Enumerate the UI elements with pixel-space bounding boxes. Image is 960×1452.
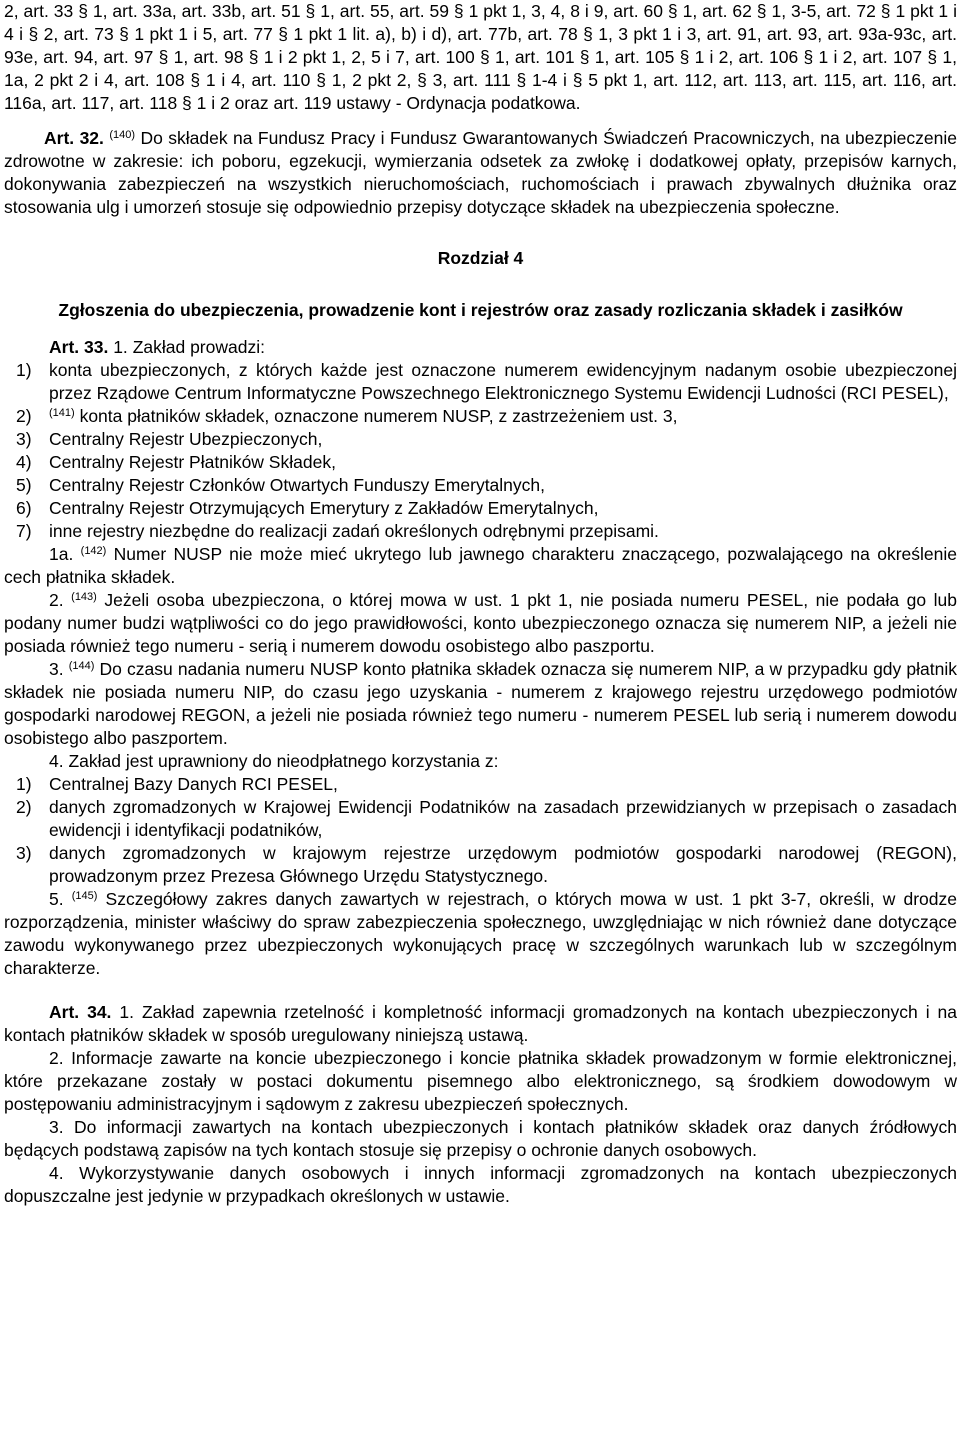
item-number: 2) [16, 797, 32, 817]
item-number: 4) [16, 452, 32, 472]
art-33-p5 [4, 888, 957, 980]
art-33-p4-item [4, 796, 957, 842]
art-34-p4-num: 4. [49, 1163, 64, 1183]
art-33-p1-num: 1. [113, 337, 128, 357]
p4-text: Zakład jest uprawniony do nieodpłatnego korzystania z: [68, 751, 499, 771]
p5-text: Szczegółowy zakres danych zawartych w rejestrach, o których mowa w ust. 1 pkt 3-7, określi, w drodze rozporządzenia, minister właściwy do spraw zabezpieczenia społecznego, uwzględniając w nich również dane dotyczące zawodu wykonywanego przez ubezpieczonych wykonujących pracę w szczególnych warunkach lub w szczególnym charakterze. [4, 889, 957, 978]
item-text: Centralnej Bazy Danych RCI PESEL, [49, 774, 338, 794]
item-number: 5) [16, 475, 32, 495]
art-33-p4-item [4, 842, 957, 888]
p5-num: 5. [49, 889, 64, 909]
art-34-p4-text: Wykorzystywanie danych osobowych i innych informacji zgromadzonych na kontach ubezpieczonych dopuszczalne jest jedynie w przypadkach określonych w ustawie. [4, 1163, 957, 1206]
art-33-p1a [4, 543, 957, 589]
footnote-ref-142: (142) [80, 545, 107, 557]
art-34-p1-num: 1. [119, 1002, 134, 1022]
p2-num: 2. [49, 590, 64, 610]
item-number: 3) [16, 429, 32, 449]
art-33-label: Art. 33. [49, 337, 109, 357]
art-34-p3 [4, 1116, 957, 1162]
item-text: danych zgromadzonych w krajowym rejestrze urzędowym podmiotów gospodarki narodowej (REGON), prowadzonym przez Prezesa Głównego Urzędu Statystycznego. [49, 843, 957, 886]
art-33-heading [4, 336, 957, 359]
art-32-text: Do składek na Fundusz Pracy i Fundusz Gwarantowanych Świadczeń Pracowniczych, na ubezpieczenie zdrowotne w zakresie: ich poboru, egzekucji, wymierzania odsetek za zwłokę i dodatkowej opłaty, przepisów karnych, dokonywania zabezpieczeń na wszystkich nieruchomościach, ruchomościach i prawach zbywalnych dłużnika oraz stosowania ulg i umorzeń stosuje się odpowiednio przepisy dotyczące składek na ubezpieczenia społeczne. [4, 128, 957, 217]
p3-num: 3. [49, 659, 64, 679]
art-34-p1 [4, 1001, 957, 1047]
art-33-item [4, 359, 957, 405]
art-34-p3-num: 3. [49, 1117, 64, 1137]
item-text: Centralny Rejestr Płatników Składek, [49, 452, 336, 472]
art-34-p1-text: Zakład zapewnia rzetelność i kompletność informacji gromadzonych na kontach ubezpieczonych i na kontach płatników składek w sposób uregulowany niniejszą ustawą. [4, 1002, 957, 1045]
art-33-item [4, 474, 957, 497]
art-33-p2 [4, 589, 957, 658]
art-34-p2 [4, 1047, 957, 1116]
art-33-item [4, 520, 957, 543]
p1a-text: Numer NUSP nie może mieć ukrytego lub jawnego charakteru znaczącego, pozwalającego na określenie cech płatnika składek. [4, 544, 957, 587]
item-number: 2) [16, 406, 32, 426]
art-33-item [4, 405, 957, 428]
footnote-ref-141: (141) [49, 407, 75, 419]
chapter-title: Rozdział 4 [437, 248, 524, 268]
item-text: konta płatników składek, oznaczone numerem NUSP, z zastrzeżeniem ust. 3, [79, 406, 678, 426]
p1a-num: 1a. [49, 544, 74, 564]
item-number: 1) [16, 774, 32, 794]
art-34-p2-num: 2. [49, 1048, 64, 1068]
item-number: 7) [16, 521, 32, 541]
item-text: Centralny Rejestr Członków Otwartych Funduszy Emerytalnych, [49, 475, 546, 495]
item-text: inne rejestry niezbędne do realizacji zadań określonych odrębnymi przepisami. [49, 521, 659, 541]
art-34-p2-text: Informacje zawarte na koncie ubezpieczonego i koncie płatnika składek prowadzonym w formie elektronicznej, które przekazane zostały w postaci dokumentu pisemnego albo elektronicznego, są środkiem dowodowym w postępowaniu administracyjnym i sądowym z zakresu ubezpieczeń społecznych. [4, 1048, 957, 1114]
art-34-p4 [4, 1162, 957, 1208]
chapter-subtitle: Zgłoszenia do ubezpieczenia, prowadzenie kont i rejestrów oraz zasady rozliczania składek i zasiłków [58, 300, 903, 320]
item-number: 3) [16, 843, 32, 863]
art-33-p3 [4, 658, 957, 750]
art-33-p1-text: Zakład prowadzi: [132, 337, 265, 357]
footnote-ref-140: (140) [109, 129, 136, 141]
item-text: Centralny Rejestr Ubezpieczonych, [49, 429, 323, 449]
footnote-ref-143: (143) [71, 591, 97, 603]
art-33-p4-item [4, 773, 957, 796]
item-number: 1) [16, 360, 32, 380]
footnote-ref-145: (145) [71, 890, 98, 902]
p3-text: Do czasu nadania numeru NUSP konto płatnika składek oznacza się numerem NIP, a w przypadku gdy płatnik składek nie posiada numeru NIP, do czasu jego uzyskania - numerem z krajowego rejestru urzędowego podmiotów gospodarki narodowej REGON, a jeżeli nie posiada również tego numeru - numerem PESEL lub serią i numerem dowodu osobistego albo paszportem. [4, 659, 957, 748]
art-33-item [4, 451, 957, 474]
document-page [4, 0, 957, 1208]
p4-num: 4. [49, 751, 64, 771]
art-33-item [4, 428, 957, 451]
art-32-paragraph [4, 127, 957, 219]
art-33-item [4, 497, 957, 520]
item-text: Centralny Rejestr Otrzymujących Emerytury z Zakładów Emerytalnych, [49, 498, 599, 518]
item-text: konta ubezpieczonych, z których każde jest oznaczone numerem ewidencyjnym nadanym osobie ubezpieczonej przez Rządowe Centrum Informatyczne Powszechnego Elektronicznego Systemu Ewidencji Ludności (RCI PESEL), [49, 360, 957, 403]
footnote-ref-144: (144) [68, 660, 95, 672]
art-33-p4 [4, 750, 957, 773]
art-32-label: Art. 32. [44, 128, 104, 148]
item-text: danych zgromadzonych w Krajowej Ewidencji Podatników na zasadach przewidzianych w przepisach o zasadach ewidencji i identyfikacji podatników, [49, 797, 957, 840]
art-34-label: Art. 34. [49, 1002, 112, 1022]
art-34-p3-text: Do informacji zawartych na kontach ubezpieczonych i kontach płatników składek oraz danych źródłowych będących podstawą zapisów na tych kontach stosuje się przepisy o ochronie danych osobowych. [4, 1117, 957, 1160]
intro-paragraph: 2, art. 33 § 1, art. 33a, art. 33b, art. 51 § 1, art. 55, art. 59 § 1 pkt 1, 3, 4, 8 i 9, art. 60 § 1, art. 62 § 1, 3-5, art. 72 § 1 pkt 1 i 4 i § 2, art. 73 § 1 pkt 1 i 5, art. 77 § 1 pkt 1 lit. a), b) i d), art. 77b, art. 78 § 1, 3 pkt 1 i 3, art. 91, art. 93, art. 93a-93c, art. 93e, art. 94, art. 97 § 1, art. 98 § 1 i 2 pkt 1, 2, 5 i 7, art. 100 § 1, art. 101 § 1, art. 105 § 1 i 2, art. 106 § 1 i 2, art. 107 § 1, 1a, 2 pkt 2 i 4, art. 108 § 1 i 4, art. 110 § 1, 2 pkt 2, § 3, art. 111 § 1-4 i § 5 pkt 1, art. 112, art. 113, art. 115, art. 116, art. 116a, art. 117, art. 118 § 1 i 2 oraz art. 119 ustawy - Ordynacja podatkowa. [4, 1, 957, 113]
item-number: 6) [16, 498, 32, 518]
p2-text: Jeżeli osoba ubezpieczona, o której mowa w ust. 1 pkt 1, nie posiada numeru PESEL, nie podała go lub podany numer budzi wątpliwości co do jego prawidłowości, konto ubezpieczonego oznacza się numerem NIP, a jeżeli nie posiada również tego numeru - serią i numerem dowodu osobistego albo paszportu. [4, 590, 957, 656]
